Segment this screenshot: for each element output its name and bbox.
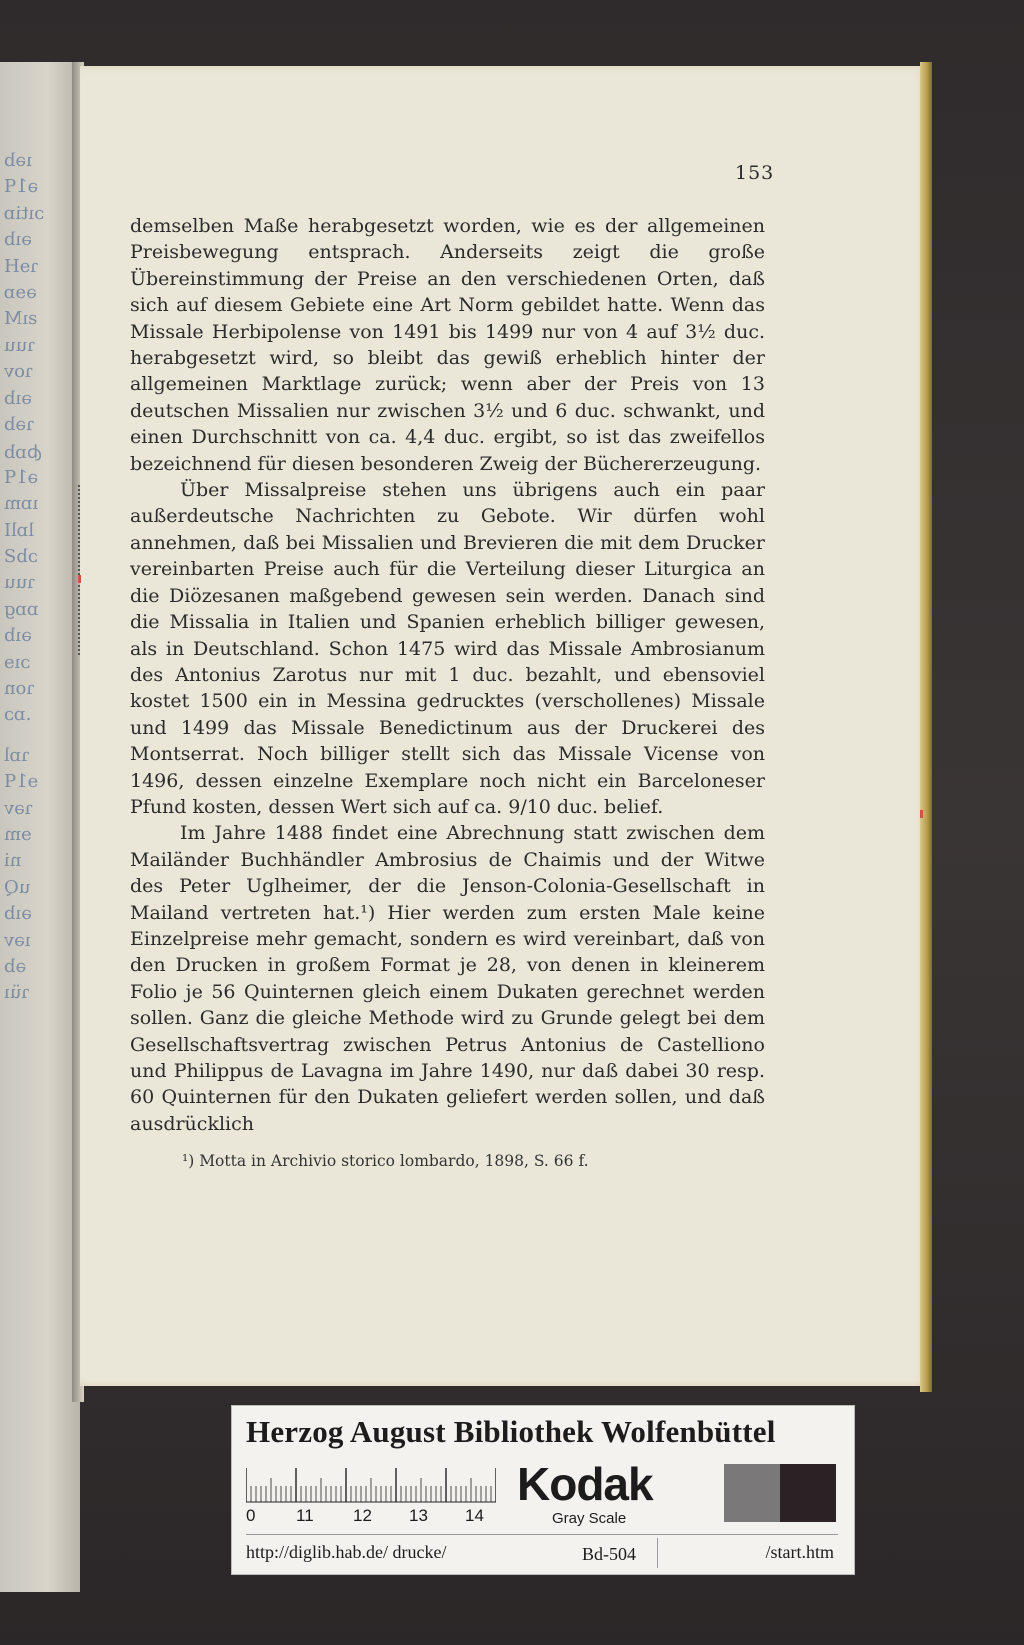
ghost-text-line: ɘm [4, 824, 32, 845]
gray-swatch-mid [724, 1464, 780, 1522]
ghost-text-line: ıɒm [4, 493, 39, 515]
ghost-text-line: ıəb [4, 150, 32, 171]
url-left: http://diglib.hab.de/ drucke/ [246, 1542, 447, 1562]
previous-page-edge [0, 62, 80, 1592]
ghost-text-line: əıb [4, 903, 32, 925]
body-text [130, 213, 765, 1137]
ghost-text-line: ə1ꟼ [4, 176, 39, 198]
ghost-text-line: uQ [4, 876, 31, 898]
ghost-text-line: ɒɒɡ [4, 598, 39, 620]
ghost-text-line: lɒlI [4, 519, 35, 541]
ghost-text-line: ꞗɒb [4, 442, 43, 464]
ghost-text-line: əıb [4, 229, 32, 251]
ruler-scale-icon [246, 1468, 496, 1504]
ghost-text-line: ɿüı [4, 982, 30, 1004]
ghost-text-line: ɿəv [4, 797, 33, 819]
ghost-text-line: ɿon [4, 678, 35, 699]
page-edge [920, 62, 932, 1392]
ghost-text-line: ɿəb [4, 414, 35, 435]
gray-swatch-dark [780, 1464, 836, 1522]
ghost-text-line: ɿɒl [4, 744, 30, 766]
ruler-label: 14 [465, 1506, 484, 1525]
margin-dot [920, 810, 923, 818]
paragraph-2: Über Missalpreise stehen uns übrigens auch ein paar außerdeutsche Nachrichten zu Gebote. Wir dürfen wohl annehmen, daß bei Missalien und Brevieren die mit dem Drucker vereinbarten Preise auch für die Verteilung dieser Liturgica an die Diözesanen maßgebend gewesen sein werden. Danach sind die Missalia in Italien und Spanien erheblich billiger gewesen, als in Deutschland. Schon 1475 wird das Missale Ambrosianum des Antonius Zarotus nur mit 1 duc. bezahlt, und ebensoviel kostet 1500 ein in Messina gedrucktes (verschollenes) Missale und 1499 das Missale Benedictinum aus der Druckerei des Montserrat. Noch billiger stellt sich das Missale Vicense von 1496, dessen einzelne Exemplare noch nicht ein Barceloneser Pfund kosten, dessen Wert sich auf ca. 9/10 duc. belief. [130, 479, 765, 818]
ruler-label: 11 [296, 1506, 314, 1525]
ruler-label: 12 [353, 1506, 372, 1525]
ruler-label: 13 [409, 1506, 428, 1525]
ghost-text-line: ɿov [4, 361, 34, 383]
kodak-logo: Kodak [517, 1458, 653, 1510]
ghost-text-line: ɘ1ꟼ [4, 771, 39, 793]
divider [246, 1534, 838, 1535]
page-number: 153 [735, 162, 775, 184]
ghost-text-line: ꙅıM [4, 308, 38, 330]
ghost-text-line: əıb [4, 625, 32, 647]
ghost-text-line: ɿuu [4, 334, 36, 356]
ruler-label: 0 [246, 1506, 256, 1525]
url-right: /start.htm [765, 1542, 834, 1562]
shelfmark: Bd-504 [582, 1544, 636, 1564]
ghost-text-line: əb [4, 956, 27, 977]
paragraph-1: demselben Maße herabgesetzt worden, wie es der allgemeinen Preisbewegung entsprach. Anderseits zeigt die große Übereinstimmung der Preise an den verschiedenen Orten, daß sich auf diesem Gebiete eine Art Norm gebildet hatte. Wenn das Missale Herbipolense von 1491 bis 1499 nur von 4 auf 3½ duc. herabgesetzt wird, so bleibt das gewiß erheblich hinter der allgemeinen Marktlage zurück; wenn aber der Preis von 13 deutschen Missalien nur zwischen 3½ und 6 duc. schwankt, und einen Durchschnitt von ca. 4,4 duc. ergibt, so ist das zweifellos bezeichnend für diesen besonderen Zweig der Büchererzeugung. [130, 215, 765, 475]
ghost-text-line: ɔbƧ [4, 546, 38, 567]
ghost-text-line: ni [4, 850, 22, 872]
color-target-card [231, 1405, 855, 1575]
library-title: Herzog August Bibliothek Wolfenbüttel [246, 1414, 776, 1449]
ghost-text-line: ə1ꟼ [4, 466, 39, 488]
divider [657, 1538, 658, 1568]
ghost-text-line: ɿuu [4, 572, 36, 594]
ghost-text-line: əıb [4, 387, 32, 409]
margin-pencil-marks [78, 485, 86, 655]
ghost-text-line: ɔıɘ [4, 651, 31, 673]
gray-scale-label: Gray Scale [552, 1510, 627, 1527]
footnote: ¹) Motta in Archivio storico lombardo, 1898, S. 66 f. [182, 1152, 589, 1170]
ghost-text-line: ɔıtiɒ [4, 202, 45, 224]
ghost-text-line: əɘɒ [4, 282, 37, 303]
ghost-text-line: ɿɘH [4, 255, 39, 277]
ghost-text-line: .ɒɔ [4, 704, 32, 726]
paragraph-3: Im Jahre 1488 findet eine Abrechnung statt zwischen dem Mailänder Buchhändler Ambrosius de Chaimis und der Witwe des Peter Uglheimer, der die Jenson-Colonia-Gesellschaft in Mailand vertreten hat.¹) Hier werden zum ersten Male keine Einzelpreise mehr gemacht, sondern es wird vereinbart, daß von den Drucken in großem Format je 28, von denen in kleinerem Folio je 56 Quinternen gleich einem Dukaten gerechnet werden sollen. Ganz die gleiche Methode wird zu Grunde gelegt bei dem Gesellschaftsvertrag zwischen Petrus Antonius de Castelliono und Philippus de Lavagna im Jahre 1490, nur daß dabei 30 resp. 60 Quinternen für den Dukaten geliefert werden sollen, und daß ausdrücklich [130, 822, 765, 1135]
ghost-text-line: ıəv [4, 929, 31, 951]
ruler-labels [246, 1506, 506, 1528]
margin-dot [78, 575, 81, 583]
